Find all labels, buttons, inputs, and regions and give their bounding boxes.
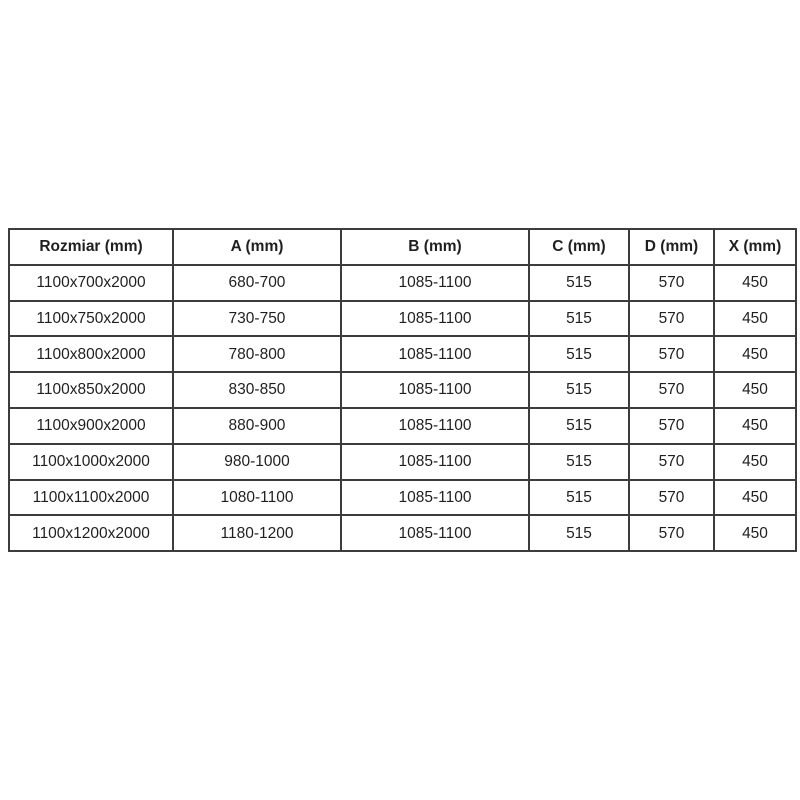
column-header-5: X (mm) [714, 229, 796, 265]
table-cell: 450 [714, 265, 796, 301]
table-cell: 1100x1100x2000 [9, 480, 173, 516]
table-cell: 1085-1100 [341, 301, 529, 337]
table-cell: 570 [629, 408, 714, 444]
table-cell: 880-900 [173, 408, 341, 444]
table-cell: 450 [714, 336, 796, 372]
table-cell: 570 [629, 265, 714, 301]
table-cell: 1100x850x2000 [9, 372, 173, 408]
dimensions-table-container [8, 228, 795, 552]
table-cell: 515 [529, 336, 629, 372]
table-cell: 1085-1100 [341, 265, 529, 301]
table-cell: 1100x700x2000 [9, 265, 173, 301]
table-row [9, 408, 796, 444]
table-cell: 730-750 [173, 301, 341, 337]
table-cell: 570 [629, 301, 714, 337]
column-header-2: B (mm) [341, 229, 529, 265]
table-cell: 515 [529, 301, 629, 337]
table-cell: 1100x1200x2000 [9, 515, 173, 551]
table-cell: 515 [529, 265, 629, 301]
header-row [9, 229, 796, 265]
table-cell: 450 [714, 444, 796, 480]
column-header-0: Rozmiar (mm) [9, 229, 173, 265]
table-cell: 1085-1100 [341, 444, 529, 480]
table-cell: 570 [629, 515, 714, 551]
table-header [9, 229, 796, 265]
table-row [9, 336, 796, 372]
table-cell: 980-1000 [173, 444, 341, 480]
table-cell: 780-800 [173, 336, 341, 372]
table-row [9, 444, 796, 480]
column-header-3: C (mm) [529, 229, 629, 265]
table-cell: 1085-1100 [341, 336, 529, 372]
table-cell: 570 [629, 336, 714, 372]
table-cell: 830-850 [173, 372, 341, 408]
table-cell: 1085-1100 [341, 372, 529, 408]
table-cell: 515 [529, 444, 629, 480]
table-cell: 515 [529, 480, 629, 516]
table-cell: 450 [714, 480, 796, 516]
table-cell: 450 [714, 408, 796, 444]
table-row [9, 301, 796, 337]
column-header-4: D (mm) [629, 229, 714, 265]
table-cell: 515 [529, 372, 629, 408]
table-cell: 450 [714, 372, 796, 408]
table-cell: 515 [529, 408, 629, 444]
table-row [9, 480, 796, 516]
table-row [9, 265, 796, 301]
table-cell: 515 [529, 515, 629, 551]
table-cell: 1085-1100 [341, 408, 529, 444]
table-cell: 1100x750x2000 [9, 301, 173, 337]
table-cell: 1180-1200 [173, 515, 341, 551]
table-cell: 1100x800x2000 [9, 336, 173, 372]
column-header-1: A (mm) [173, 229, 341, 265]
table-row [9, 372, 796, 408]
table-body [9, 265, 796, 551]
table-cell: 570 [629, 480, 714, 516]
table-cell: 450 [714, 301, 796, 337]
table-cell: 1080-1100 [173, 480, 341, 516]
table-cell: 1085-1100 [341, 480, 529, 516]
dimensions-table [8, 228, 797, 552]
table-cell: 680-700 [173, 265, 341, 301]
table-cell: 1100x1000x2000 [9, 444, 173, 480]
table-cell: 570 [629, 444, 714, 480]
table-cell: 450 [714, 515, 796, 551]
table-cell: 1085-1100 [341, 515, 529, 551]
table-row [9, 515, 796, 551]
table-cell: 570 [629, 372, 714, 408]
table-cell: 1100x900x2000 [9, 408, 173, 444]
